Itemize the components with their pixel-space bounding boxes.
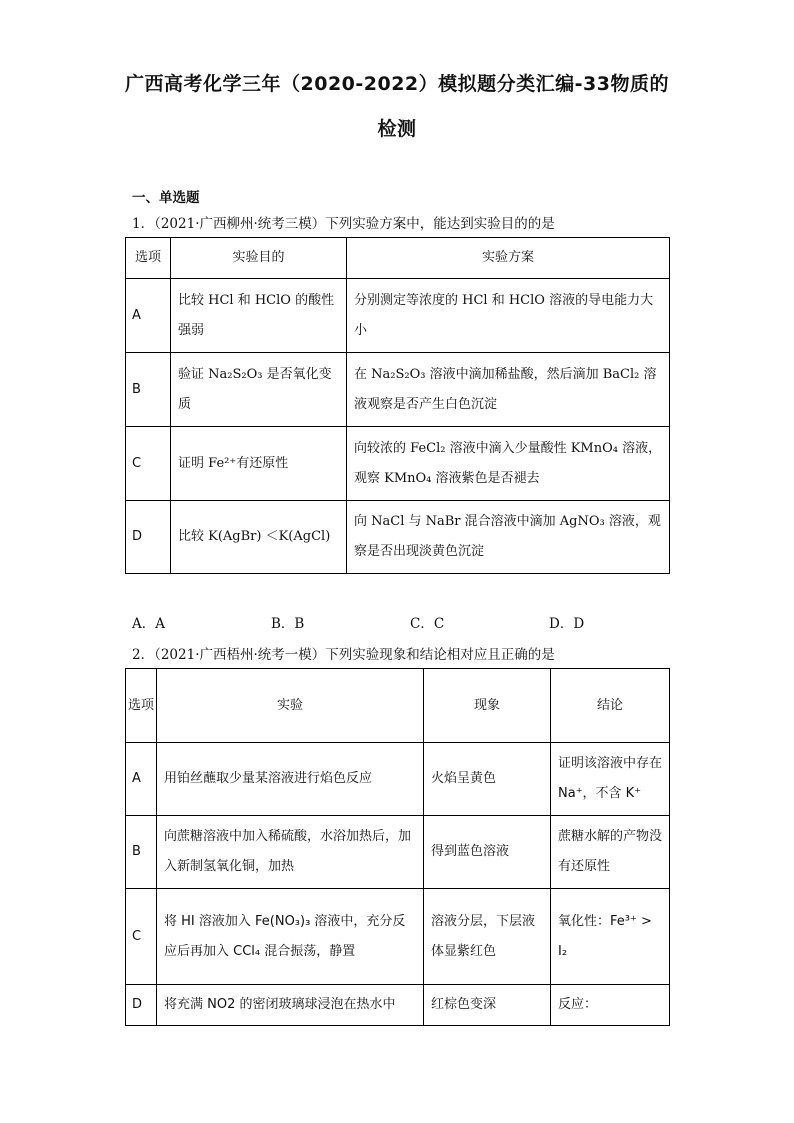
row-purpose: 比较 K(AgBr) ＜K(AgCl) [171,501,347,574]
row-plan: 在 Na₂S₂O₃ 溶液中滴加稀盐酸，然后滴加 BaCl₂ 溶液观察是否产生白色沉淀 [347,353,670,427]
row-experiment: 将充满 NO2 的密闭玻璃球浸泡在热水中 [157,985,424,1026]
question-2-table [125,668,670,1026]
row-phenomenon: 红棕色变深 [424,985,551,1026]
header-purpose: 实验目的 [171,238,347,279]
row-purpose: 比较 HCl 和 HClO 的酸性强弱 [171,279,347,353]
row-option: D [126,501,171,574]
row-plan: 向 NaCl 与 NaBr 混合溶液中滴加 AgNO₃ 溶液，观察是否出现淡黄色沉淀 [347,501,670,574]
row-plan: 分别测定等浓度的 HCl 和 HClO 溶液的导电能力大小 [347,279,670,353]
row-conclusion: 氧化性：Fe³⁺ > I₂ [551,889,670,985]
header-phenomenon: 现象 [424,669,551,743]
row-phenomenon: 得到蓝色溶液 [424,816,551,889]
document-title-line2: 检测 [377,118,417,140]
row-experiment: 将 HI 溶液加入 Fe(NO₃)₃ 溶液中，充分反应后再加入 CCl₄ 混合振荡，静置 [157,889,424,985]
row-conclusion: 反应： [551,985,670,1026]
table-header-row [126,238,670,279]
row-plan: 向较浓的 FeCl₂ 溶液中滴入少量酸性 KMnO₄ 溶液，观察 KMnO₄ 溶液紫色是否褪去 [347,427,670,501]
row-option: C [126,889,157,985]
table-row [126,985,670,1026]
table-row [126,427,670,501]
header-experiment: 实验 [157,669,424,743]
question-2-stem: 2．（2021·广西梧州·统考一模）下列实验现象和结论相对应且正确的是 [132,647,555,663]
row-option: A [126,279,171,353]
row-option: D [126,985,157,1026]
header-conclusion: 结论 [551,669,670,743]
row-purpose: 验证 Na₂S₂O₃ 是否氧化变质 [171,353,347,427]
row-conclusion: 证明该溶液中存在 Na⁺，不含 K⁺ [551,743,670,816]
row-option: A [126,743,157,816]
choice-d: D．D [549,616,585,632]
table-row [126,889,670,985]
row-option: B [126,816,157,889]
table-row [126,501,670,574]
row-experiment: 用铂丝蘸取少量某溶液进行焰色反应 [157,743,424,816]
row-phenomenon: 火焰呈黄色 [424,743,551,816]
table-row [126,816,670,889]
row-phenomenon: 溶液分层，下层液体显紫红色 [424,889,551,985]
table-row [126,279,670,353]
document-title-line1: 广西高考化学三年（2020-2022）模拟题分类汇编-33物质的 [125,73,669,95]
header-plan: 实验方案 [347,238,670,279]
question-1-table [125,237,670,574]
row-conclusion: 蔗糖水解的产物没有还原性 [551,816,670,889]
header-option: 选项 [126,669,157,743]
question-1-stem: 1．（2021·广西柳州·统考三模）下列实验方案中，能达到实验目的的是 [132,216,555,232]
header-option: 选项 [126,238,171,279]
choice-b: B．B [271,616,305,632]
row-option: C [126,427,171,501]
row-purpose: 证明 Fe²⁺有还原性 [171,427,347,501]
choice-c: C．C [410,616,445,632]
choice-a: A．A [132,616,165,632]
section-heading: 一、单选题 [132,190,200,206]
table-row [126,353,670,427]
table-header-row [126,669,670,743]
table-row [126,743,670,816]
row-experiment: 向蔗糖溶液中加入稀硫酸，水浴加热后，加入新制氢氧化铜，加热 [157,816,424,889]
row-option: B [126,353,171,427]
